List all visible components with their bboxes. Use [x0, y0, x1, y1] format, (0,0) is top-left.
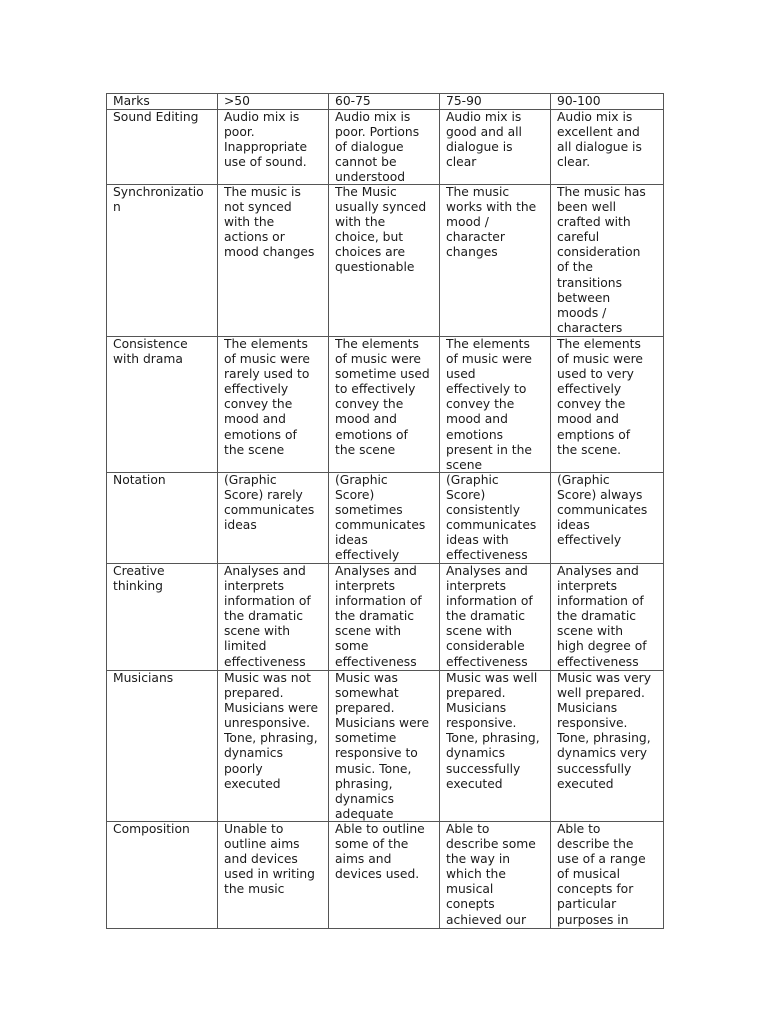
header-cell-text: >50: [224, 94, 250, 108]
header-cell: [551, 94, 664, 110]
descriptor-text: (Graphic Score) sometimes communicates ideas effectively: [335, 473, 426, 563]
descriptor-text: Analyses and interprets information of the dramatic scene with considerable effectiveness: [446, 564, 533, 669]
table-row: [107, 110, 664, 185]
descriptor-cell: [329, 671, 440, 822]
criterion-label: Composition: [113, 822, 190, 836]
criterion-label: Synchronizatio n: [113, 185, 204, 215]
descriptor-text: Music was well prepared. Musicians responsive. Tone, phrasing, dynamics successfully executed: [446, 671, 540, 791]
descriptor-cell: [440, 671, 551, 822]
descriptor-cell: [440, 110, 551, 185]
descriptor-cell: [218, 564, 329, 671]
criterion-label: Sound Editing: [113, 110, 199, 124]
descriptor-cell: [218, 110, 329, 185]
descriptor-text: The music works with the mood / character changes: [446, 185, 537, 260]
criterion-cell: [107, 110, 218, 185]
table-row: [107, 337, 664, 473]
descriptor-cell: [440, 822, 551, 929]
header-cell: [107, 94, 218, 110]
descriptor-cell: [329, 564, 440, 671]
table-row: [107, 564, 664, 671]
descriptor-cell: [440, 185, 551, 337]
header-cell: [440, 94, 551, 110]
descriptor-text: Able to outline some of the aims and devices used.: [335, 822, 425, 882]
criterion-label: Musicians: [113, 671, 174, 685]
descriptor-cell: [440, 337, 551, 473]
descriptor-text: The elements of music were rarely used to effectively convey the mood and emotions of the scene: [224, 337, 311, 457]
descriptor-text: Able to describe some the way in which the musical conepts achieved our: [446, 822, 536, 927]
header-row: [107, 94, 664, 110]
descriptor-cell: [440, 473, 551, 564]
criterion-label: Notation: [113, 473, 166, 487]
table-row: [107, 822, 664, 929]
descriptor-cell: [329, 473, 440, 564]
header-cell-text: Marks: [113, 94, 150, 108]
descriptor-text: Audio mix is excellent and all dialogue is clear.: [557, 110, 642, 170]
descriptor-text: Able to describe the use of a range of musical concepts for particular purposes in: [557, 822, 646, 927]
table-row: [107, 185, 664, 337]
descriptor-cell: [329, 185, 440, 337]
descriptor-cell: [329, 110, 440, 185]
descriptor-text: Audio mix is poor. Inappropriate use of sound.: [224, 110, 308, 170]
rubric-table: [106, 93, 664, 929]
header-cell: [218, 94, 329, 110]
descriptor-cell: [551, 185, 664, 337]
descriptor-cell: [218, 473, 329, 564]
descriptor-cell: [551, 564, 664, 671]
descriptor-text: Music was somewhat prepared. Musicians were sometime responsive to music. Tone, phrasing, dynamics adequate: [335, 671, 430, 821]
descriptor-text: (Graphic Score) rarely communicates ideas: [224, 473, 315, 533]
descriptor-text: Analyses and interprets information of the dramatic scene with high degree of effectiveness: [557, 564, 647, 669]
descriptor-text: The Music usually synced with the choice, but choices are questionable: [335, 185, 427, 275]
criterion-cell: [107, 473, 218, 564]
table-row: [107, 671, 664, 822]
descriptor-cell: [440, 564, 551, 671]
header-cell-text: 90-100: [557, 94, 601, 108]
descriptor-cell: [218, 185, 329, 337]
descriptor-text: Unable to outline aims and devices used in writing the music: [224, 822, 315, 897]
descriptor-cell: [551, 822, 664, 929]
table-row: [107, 473, 664, 564]
descriptor-cell: [551, 473, 664, 564]
header-cell: [329, 94, 440, 110]
descriptor-cell: [218, 337, 329, 473]
descriptor-text: The elements of music were sometime used to effectively convey the mood and emotions of the scene: [335, 337, 430, 457]
criterion-label: Consistence with drama: [113, 337, 188, 367]
descriptor-text: The music is not synced with the actions or mood changes: [224, 185, 315, 260]
criterion-cell: [107, 337, 218, 473]
descriptor-text: The elements of music were used to very effectively convey the mood and emptions of the scene.: [557, 337, 644, 457]
criterion-cell: [107, 822, 218, 929]
header-cell-text: 60-75: [335, 94, 371, 108]
descriptor-text: (Graphic Score) always communicates ideas effectively: [557, 473, 648, 548]
descriptor-text: Analyses and interprets information of the dramatic scene with some effectiveness: [335, 564, 422, 669]
descriptor-text: Audio mix is poor. Portions of dialogue cannot be understood: [335, 110, 420, 184]
descriptor-cell: [551, 337, 664, 473]
descriptor-cell: [218, 822, 329, 929]
descriptor-text: (Graphic Score) consistently communicates ideas with effectiveness: [446, 473, 537, 563]
descriptor-text: The elements of music were used effectively to convey the mood and emotions present in the scene: [446, 337, 533, 472]
criterion-cell: [107, 671, 218, 822]
descriptor-text: Analyses and interprets information of the dramatic scene with limited effectiveness: [224, 564, 311, 669]
descriptor-cell: [329, 337, 440, 473]
criterion-cell: [107, 564, 218, 671]
descriptor-text: Music was very well prepared. Musicians responsive. Tone, phrasing, dynamics very successfully executed: [557, 671, 651, 791]
descriptor-cell: [218, 671, 329, 822]
descriptor-text: The music has been well crafted with careful consideration of the transitions between moods / characters: [557, 185, 646, 335]
criterion-label: Creative thinking: [113, 564, 165, 594]
descriptor-text: Audio mix is good and all dialogue is clear: [446, 110, 522, 170]
rubric-body: [107, 94, 664, 929]
descriptor-cell: [329, 822, 440, 929]
descriptor-text: Music was not prepared. Musicians were unresponsive. Tone, phrasing, dynamics poorly executed: [224, 671, 319, 791]
criterion-cell: [107, 185, 218, 337]
header-cell-text: 75-90: [446, 94, 482, 108]
descriptor-cell: [551, 110, 664, 185]
descriptor-cell: [551, 671, 664, 822]
